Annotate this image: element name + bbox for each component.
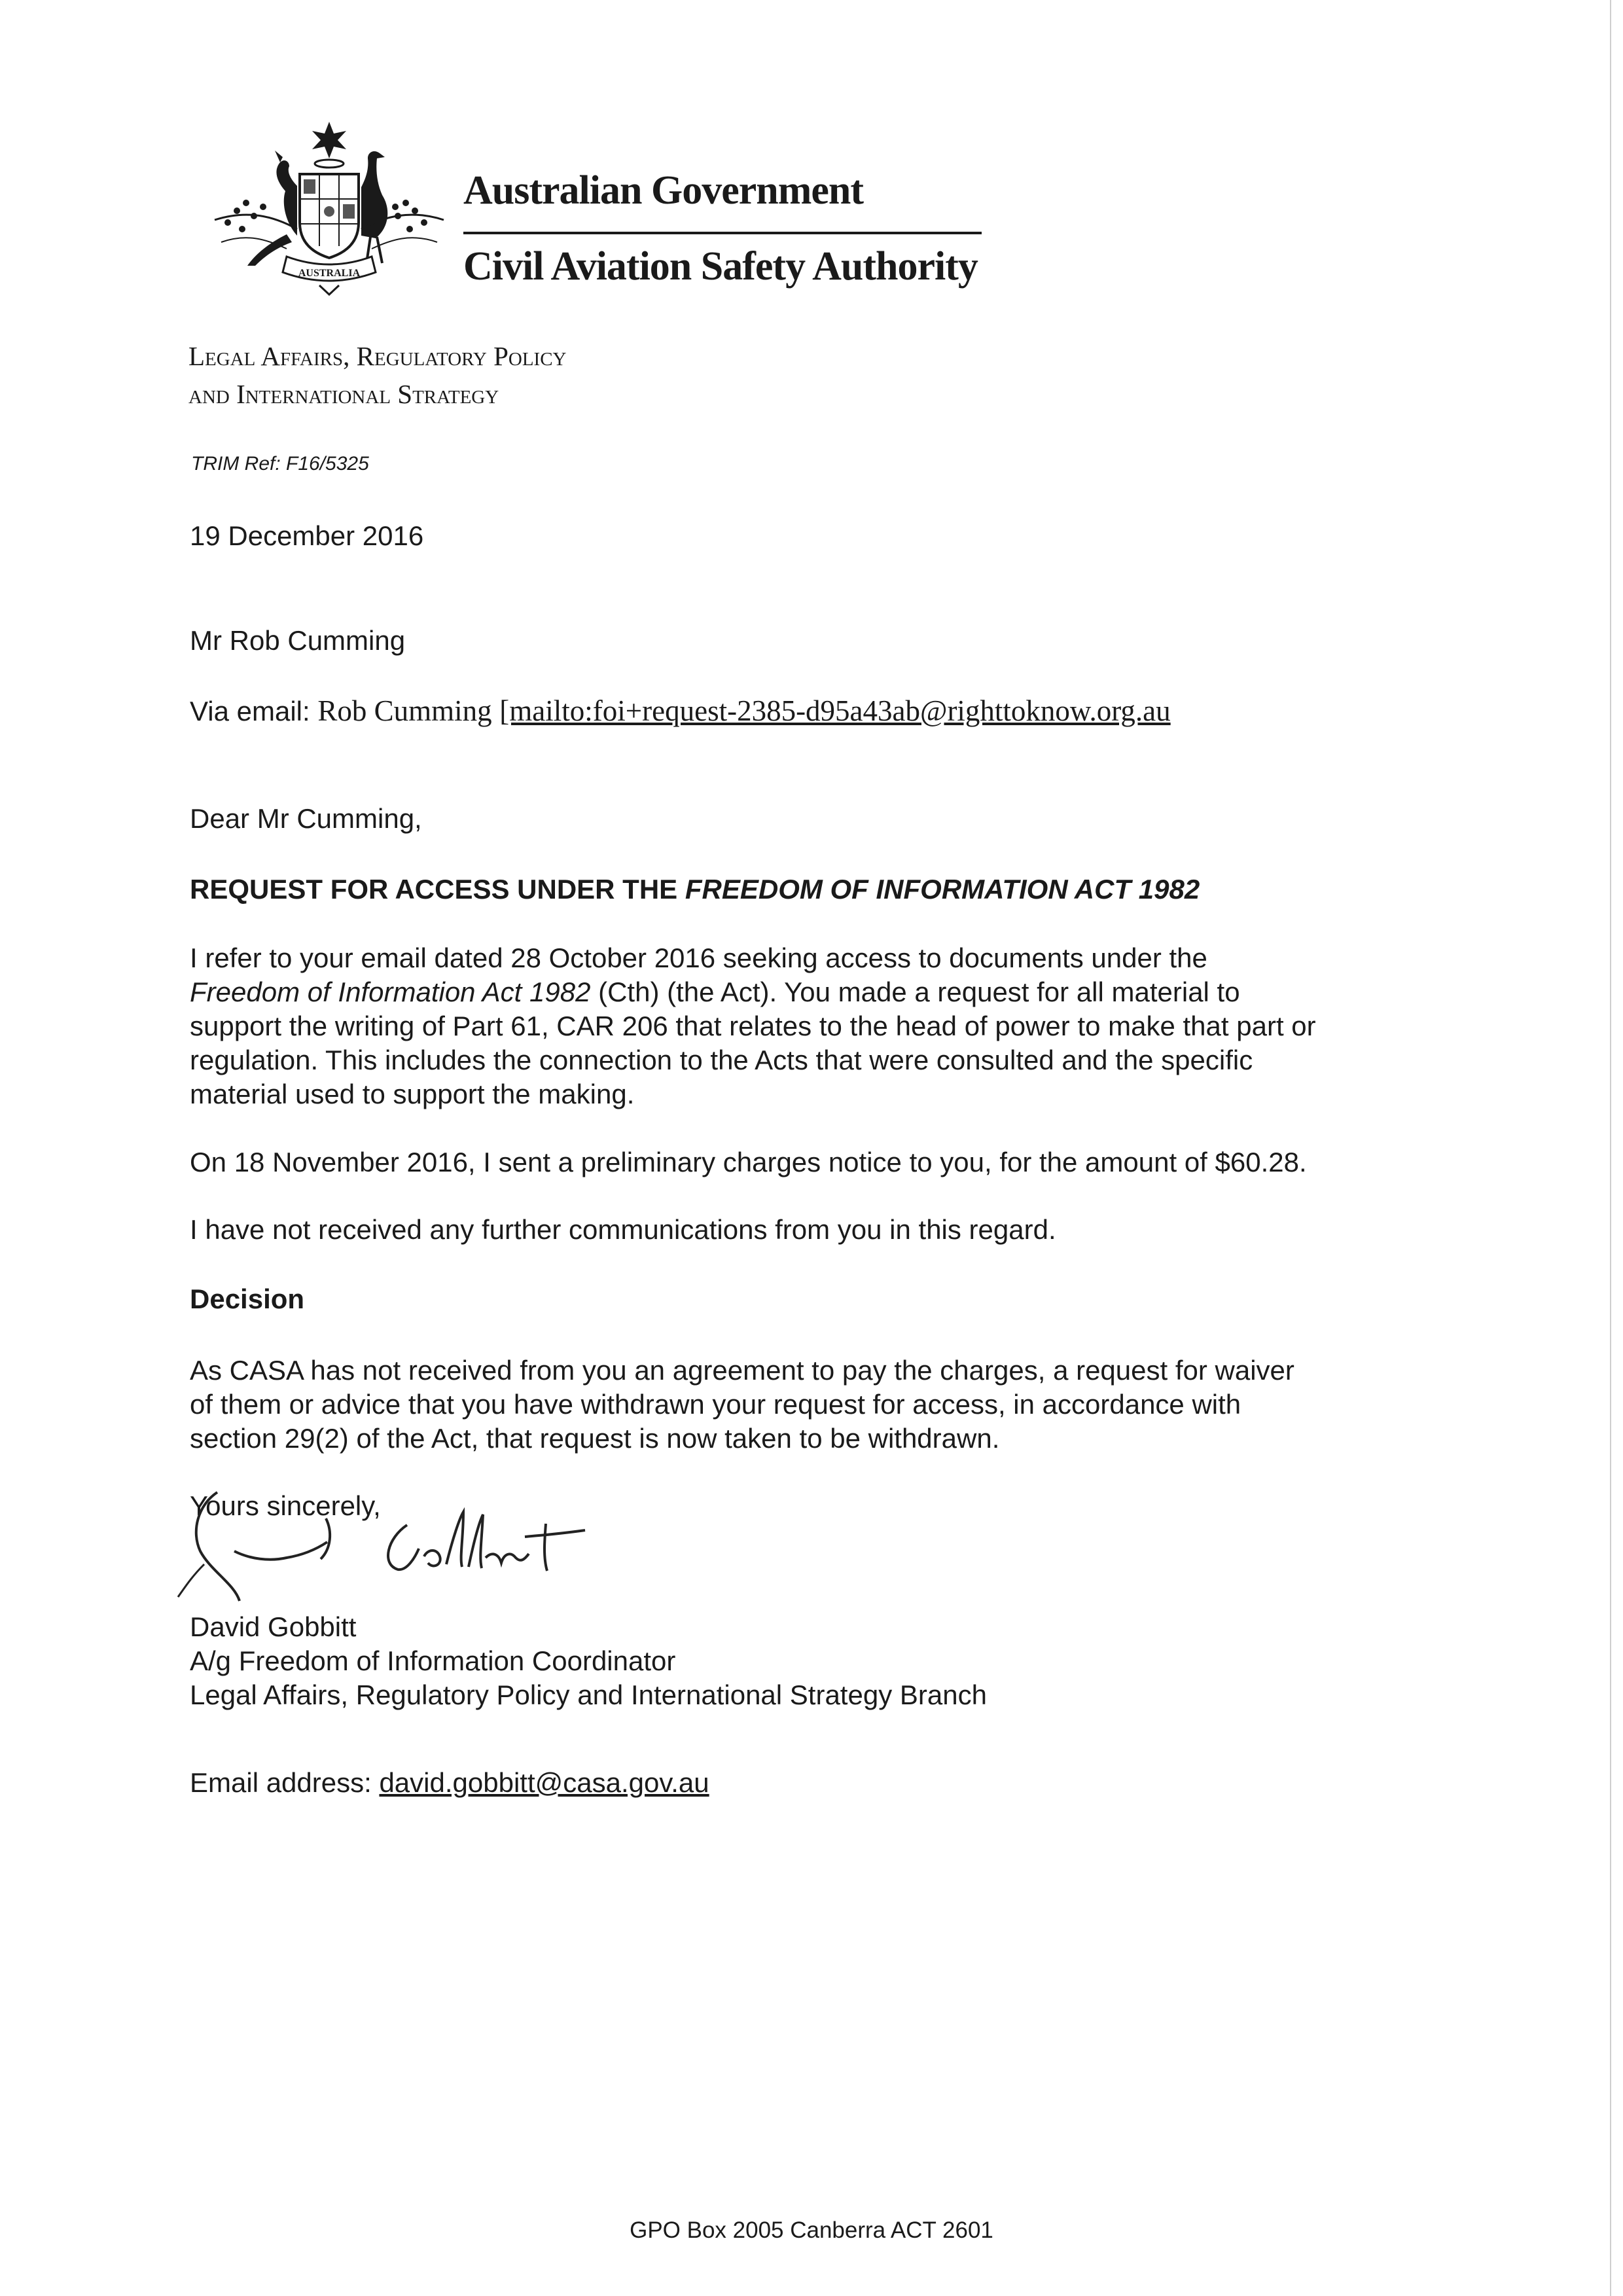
heading-act: FREEDOM OF INFORMATION ACT 1982 <box>685 874 1200 905</box>
paragraph-no-response: I have not received any further communications from you in this regard. <box>190 1214 1056 1245</box>
footer-address: GPO Box 2005 Canberra ACT 2601 <box>630 2217 993 2243</box>
paragraph-line-rest: (Cth) (the Act). You made a request for all material to <box>598 977 1240 1007</box>
signatory-title: A/g Freedom of Information Coordinator <box>190 1645 676 1676</box>
paragraph-line: regulation. This includes the connection to the Acts that were consulted and the specific <box>190 1045 1253 1075</box>
act-italic: Freedom of Information Act 1982 <box>190 977 591 1007</box>
closing: Yours sincerely, <box>190 1490 381 1521</box>
paragraph-charges: On 18 November 2016, I sent a preliminary charges notice to you, for the amount of $60.28. <box>190 1147 1307 1177</box>
via-email-line <box>190 694 1171 728</box>
letter-date: 19 December 2016 <box>190 520 424 551</box>
email-address-link[interactable]: david.gobbitt@casa.gov.au <box>379 1767 709 1798</box>
paragraph-line: section 29(2) of the Act, that request is now taken to be withdrawn. <box>190 1423 1000 1454</box>
coat-of-arms-icon <box>208 118 450 296</box>
agency-title: Civil Aviation Safety Authority <box>463 244 978 289</box>
paragraph-line: As CASA has not received from you an agreement to pay the charges, a request for waiver <box>190 1355 1294 1386</box>
paragraph-line: support the writing of Part 61, CAR 206 that relates to the head of power to make that part or <box>190 1011 1316 1041</box>
division-line-1: Legal Affairs, Regulatory Policy <box>188 341 567 371</box>
trim-reference: TRIM Ref: F16/5325 <box>191 453 369 475</box>
letterhead-divider <box>463 232 982 234</box>
government-title: Australian Government <box>463 168 864 213</box>
division-line-2: and International Strategy <box>188 379 499 409</box>
paragraph-decision <box>190 1354 1294 1456</box>
via-email-address-link[interactable]: [mailto:foi+request-2385-d95a43ab@righttoknow.org.au <box>499 694 1171 727</box>
greeting: Dear Mr Cumming, <box>190 803 422 834</box>
recipient-name: Mr Rob Cumming <box>190 625 406 656</box>
paragraph-line: of them or advice that you have withdrawn your request for access, in accordance with <box>190 1389 1241 1420</box>
via-email-name: Rob Cumming <box>317 694 492 727</box>
via-email-label: Via email: <box>190 696 310 726</box>
paragraph-line: I refer to your email dated 28 October 2016 seeking access to documents under the <box>190 942 1207 973</box>
signatory-block <box>190 1610 987 1712</box>
letter-heading <box>190 872 1200 906</box>
signatory-name: David Gobbitt <box>190 1611 357 1642</box>
decision-heading: Decision <box>190 1283 305 1314</box>
paragraph-request <box>190 941 1316 1111</box>
email-address-line <box>190 1766 709 1800</box>
crest-banner-text: AUSTRALIA <box>298 268 361 279</box>
signature-icon <box>171 1486 590 1604</box>
heading-prefix: REQUEST FOR ACCESS UNDER THE <box>190 874 678 905</box>
signatory-branch: Legal Affairs, Regulatory Policy and International Strategy Branch <box>190 1679 987 1710</box>
paragraph-line <box>190 975 1316 1009</box>
email-label: Email address: <box>190 1767 372 1798</box>
paragraph-line: material used to support the making. <box>190 1079 635 1109</box>
division-block <box>188 337 567 413</box>
scan-edge <box>1610 0 1611 2296</box>
